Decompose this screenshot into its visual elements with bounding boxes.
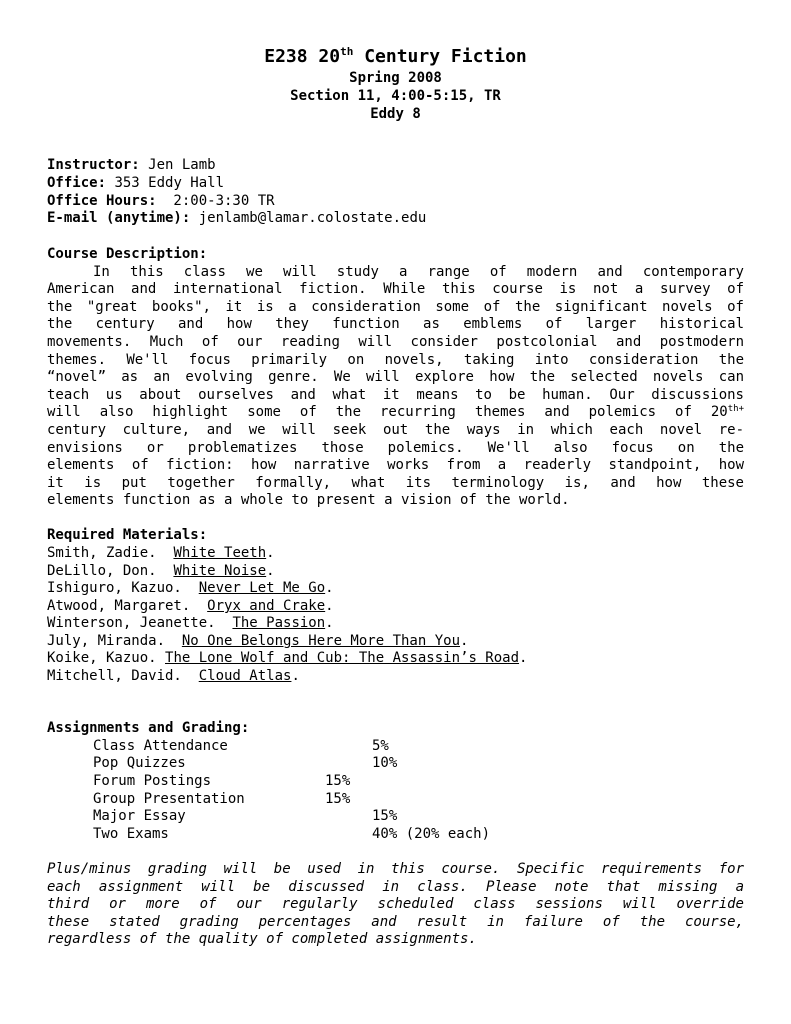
description-line: themes. We'll focus primarily on novels, taking into consideration the <box>47 352 744 368</box>
grading-item-value: 15% <box>372 808 398 824</box>
description-line: elements function as a whole to present a vision of the world. <box>47 492 570 508</box>
description-line: American and international fiction. While this course is not a survey of <box>47 281 744 297</box>
course-term: Spring 2008 <box>349 70 442 86</box>
description-line: envisions or problematizes those polemics. We'll also focus on the <box>47 440 744 456</box>
material-item: Atwood, Margaret. Oryx and Crake. <box>47 598 334 614</box>
material-item: Smith, Zadie. White Teeth. <box>47 545 275 561</box>
course-room: Eddy 8 <box>370 106 421 122</box>
grading-note-line: regardless of the quality of completed assignments. <box>47 931 477 947</box>
materials-heading: Required Materials: <box>47 527 208 543</box>
grading-item-value: 15% <box>325 791 351 807</box>
material-item: Koike, Kazuo. The Lone Wolf and Cub: The Assassin’s Road. <box>47 650 528 666</box>
description-line: it is put together formally, what its terminology is, and how these <box>47 475 744 491</box>
office-hours-line: Office Hours: 2:00-3:30 TR <box>47 193 275 209</box>
grading-item-name: Group Presentation <box>93 791 245 807</box>
material-item: Winterson, Jeanette. The Passion. <box>47 615 334 631</box>
grading-item-name: Pop Quizzes <box>93 755 186 771</box>
email-line: E-mail (anytime): jenlamb@lamar.colostate.edu <box>47 210 427 226</box>
grading-note-line: these stated grading percentages and result in failure of the course, <box>47 914 744 930</box>
description-line: elements of fiction: how narrative works from a readerly standpoint, how <box>47 457 744 473</box>
description-line: the "great books", it is a consideration some of the significant novels of <box>47 299 744 315</box>
grading-item-value: 10% <box>372 755 398 771</box>
grading-note-line: Plus/minus grading will be used in this course. Specific requirements for <box>47 861 744 877</box>
description-line: century culture, and we will seek out the ways in which each novel re- <box>47 422 744 438</box>
course-section: Section 11, 4:00-5:15, TR <box>290 88 501 104</box>
office-line: Office: 353 Eddy Hall <box>47 175 225 191</box>
grading-item-name: Forum Postings <box>93 773 212 789</box>
grading-item-name: Two Exams <box>93 826 169 842</box>
grading-item-value: 15% <box>325 773 351 789</box>
description-line: teach us about ourselves and what it means to be human. Our discussions <box>47 387 744 403</box>
description-line: In this class we will study a range of modern and contemporary <box>93 264 744 280</box>
description-line: movements. Much of our reading will consider postcolonial and postmodern <box>47 334 744 350</box>
grading-item-name: Major Essay <box>93 808 186 824</box>
description-line: the century and how they function as emblems of larger historical <box>47 316 744 332</box>
description-line: “novel” as an evolving genre. We will explore how the selected novels can <box>47 369 744 385</box>
description-heading: Course Description: <box>47 246 208 262</box>
description-line: will also highlight some of the recurring themes and polemics of $20^{th+}$ <box>47 404 744 420</box>
material-item: Ishiguro, Kazuo. Never Let Me Go. <box>47 580 334 596</box>
grading-item-value: 5% <box>372 738 389 754</box>
instructor-line: Instructor: Jen Lamb <box>47 157 216 173</box>
grading-note-line: third or more of our regularly scheduled class sessions will override <box>47 896 744 912</box>
grading-item-value: 40% (20% each) <box>372 826 491 842</box>
grading-item-name: Class Attendance <box>93 738 228 754</box>
material-item: DeLillo, Don. White Noise. <box>47 563 275 579</box>
course-title: E238 20th Century Fiction <box>264 45 527 67</box>
material-item: Mitchell, David. Cloud Atlas. <box>47 668 300 684</box>
grading-note-line: each assignment will be discussed in class. Please note that missing a <box>47 879 744 895</box>
grading-heading: Assignments and Grading: <box>47 720 250 736</box>
material-item: July, Miranda. No One Belongs Here More Than You. <box>47 633 469 649</box>
